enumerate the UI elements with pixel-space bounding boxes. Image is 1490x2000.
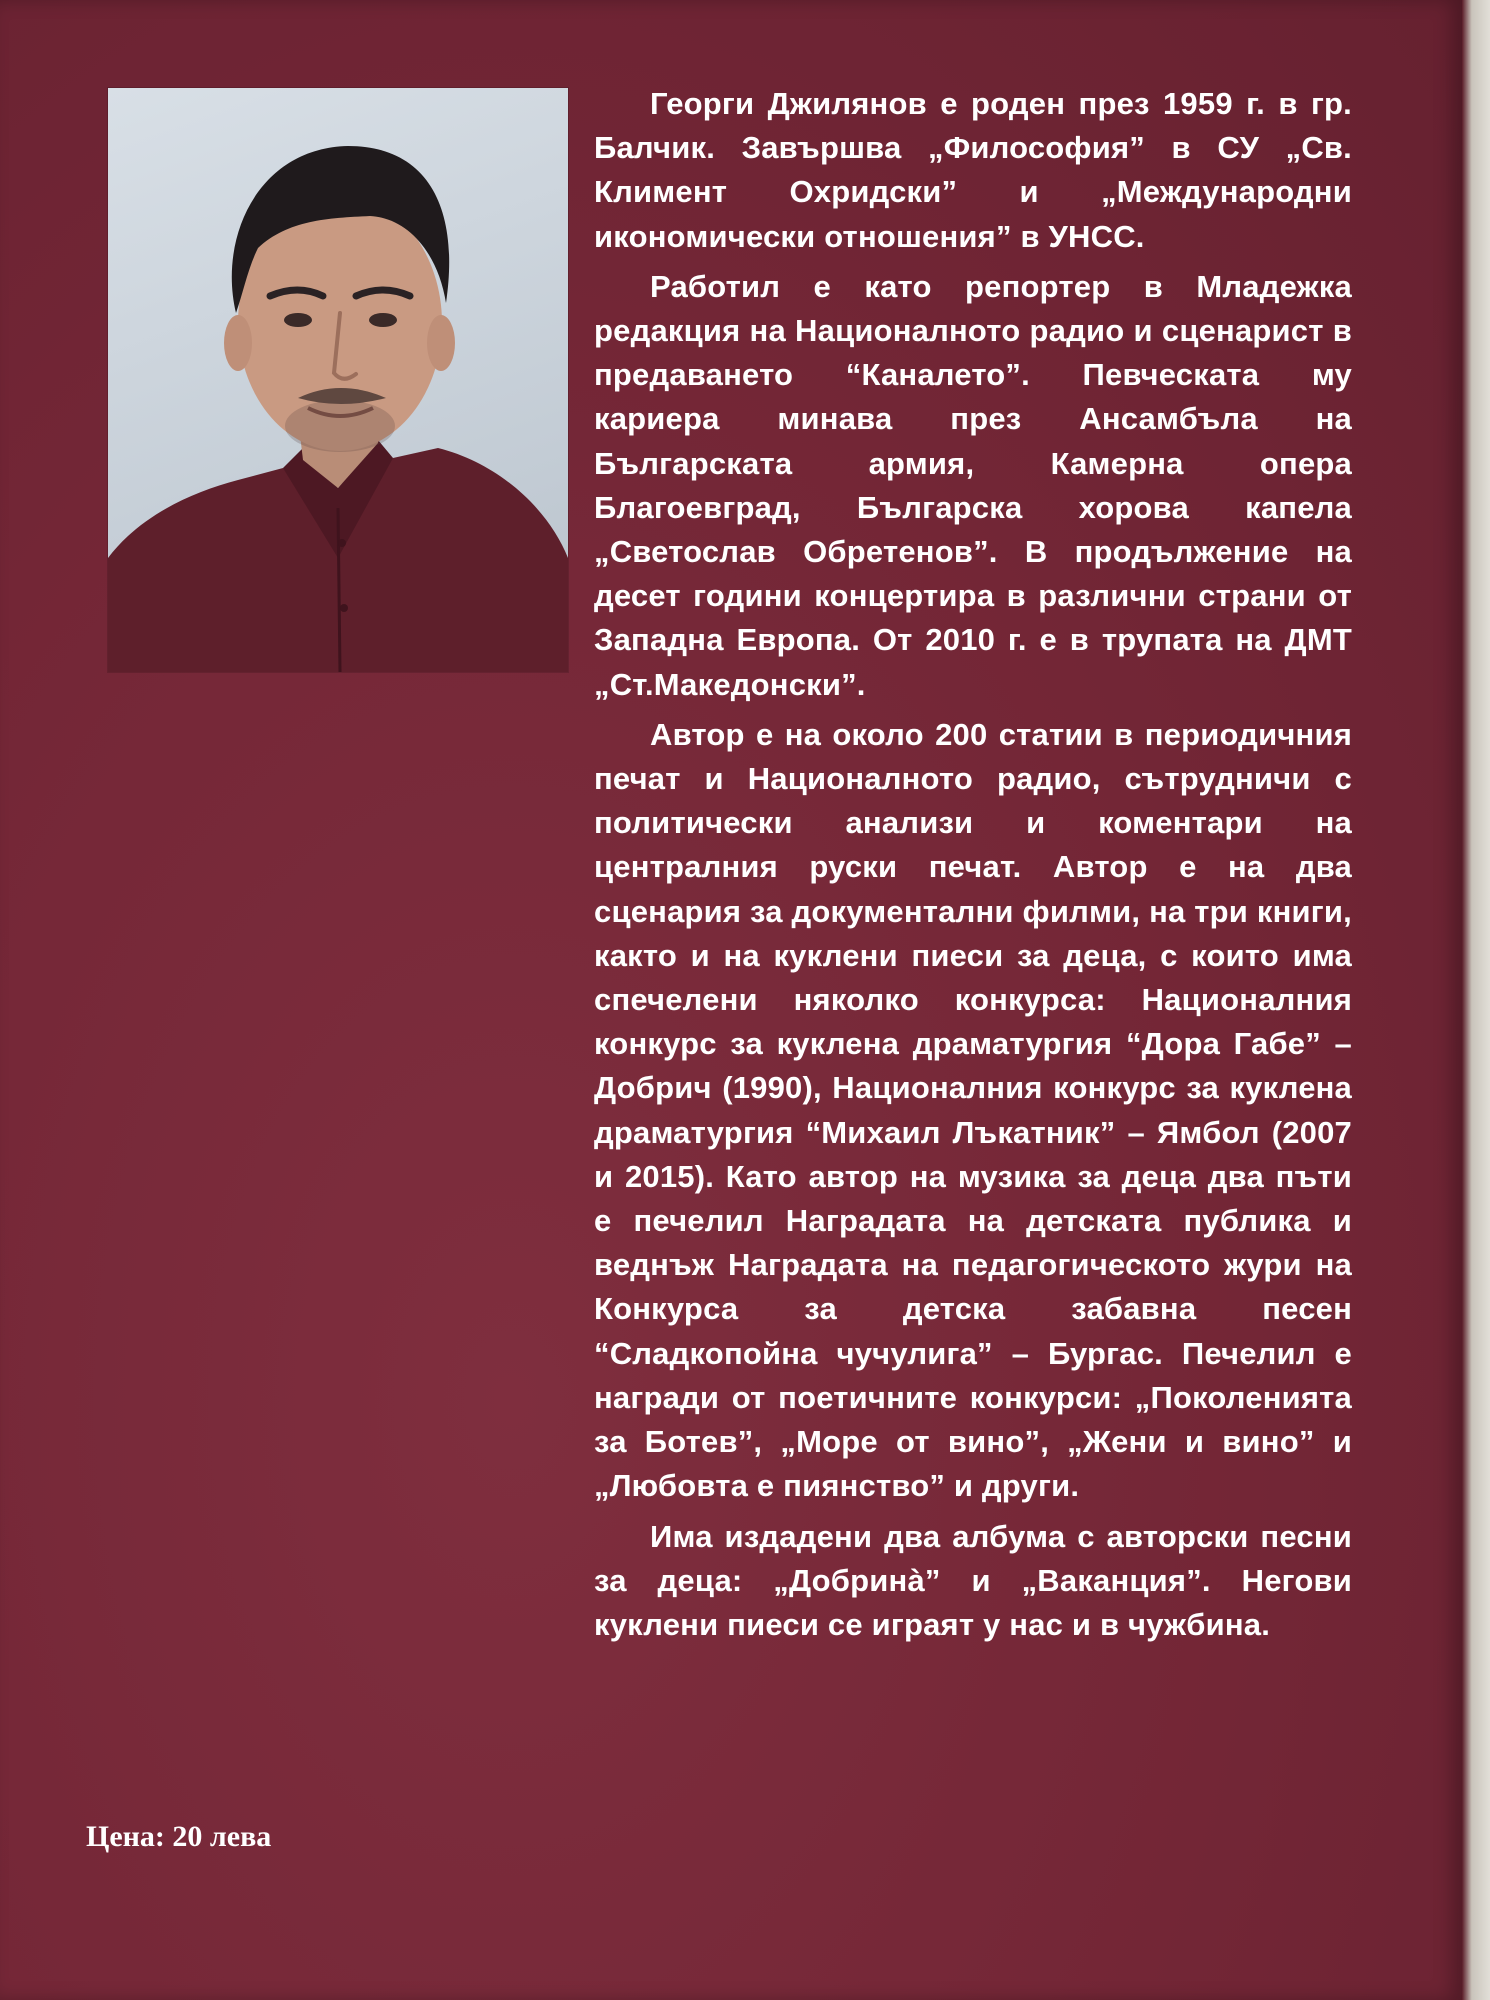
page-edge bbox=[1462, 0, 1490, 2000]
bio-paragraph: Работил е като репортер в Младежка редакция на Националното радио и сценарист в предаването “Каналето”. Певческата му кариера минава през Ансамбъла на Българската армия, Камерна опера Благоевград, Българска хорова капела „Светослав Обретенов”. В продължение на десет години концертира в различни страни от Западна Европа. От 2010 г. е в трупата на ДМТ „Ст.Македонски”. bbox=[594, 268, 1352, 702]
bio-paragraph: Георги Джилянов е роден през 1959 г. в гр. Балчик. Завършва „Философия” в СУ „Св. Климент Охридски” и „Международни икономически отношения” в УНСС. bbox=[594, 86, 1352, 254]
bio-paragraph: Има издадени два албума с авторски песни за деца: „Добринà” и „Ваканция”. Негови куклени пиеси се играят у нас и в чужбина. bbox=[594, 1518, 1352, 1642]
price-label: Цена: 20 лева bbox=[86, 1820, 272, 1853]
author-photo bbox=[108, 88, 568, 672]
author-biography bbox=[594, 82, 1352, 1653]
bio-paragraph: Автор е на около 200 статии в периодичния печат и Националното радио, сътрудничи с политически анализи и коментари на централния руски печат. Автор е на два сценария за документални филми, на три книги, както и на куклени пиеси за деца, с които има спечелени няколко конкурса: Националния конкурс за куклена драматургия “Дора Габе” – Добрич (1990), Националния конкурс за куклена драматургия “Михаил Лъкатник” – Ямбол (2007 и 2015). Като автор на музика за деца два пъти е печелил Наградата на детската публика и веднъж Наградата на педагогическото жури на Конкурса за детска забавна песен “Сладкопойна чучулига” – Бургас. Печелил е награди от поетичните конкурси: „Поколенията за Ботев”, „Море от вино”, „Жени и вино” и „Любовта е пиянство” и други. bbox=[594, 716, 1352, 1504]
author-portrait-icon bbox=[108, 88, 568, 672]
